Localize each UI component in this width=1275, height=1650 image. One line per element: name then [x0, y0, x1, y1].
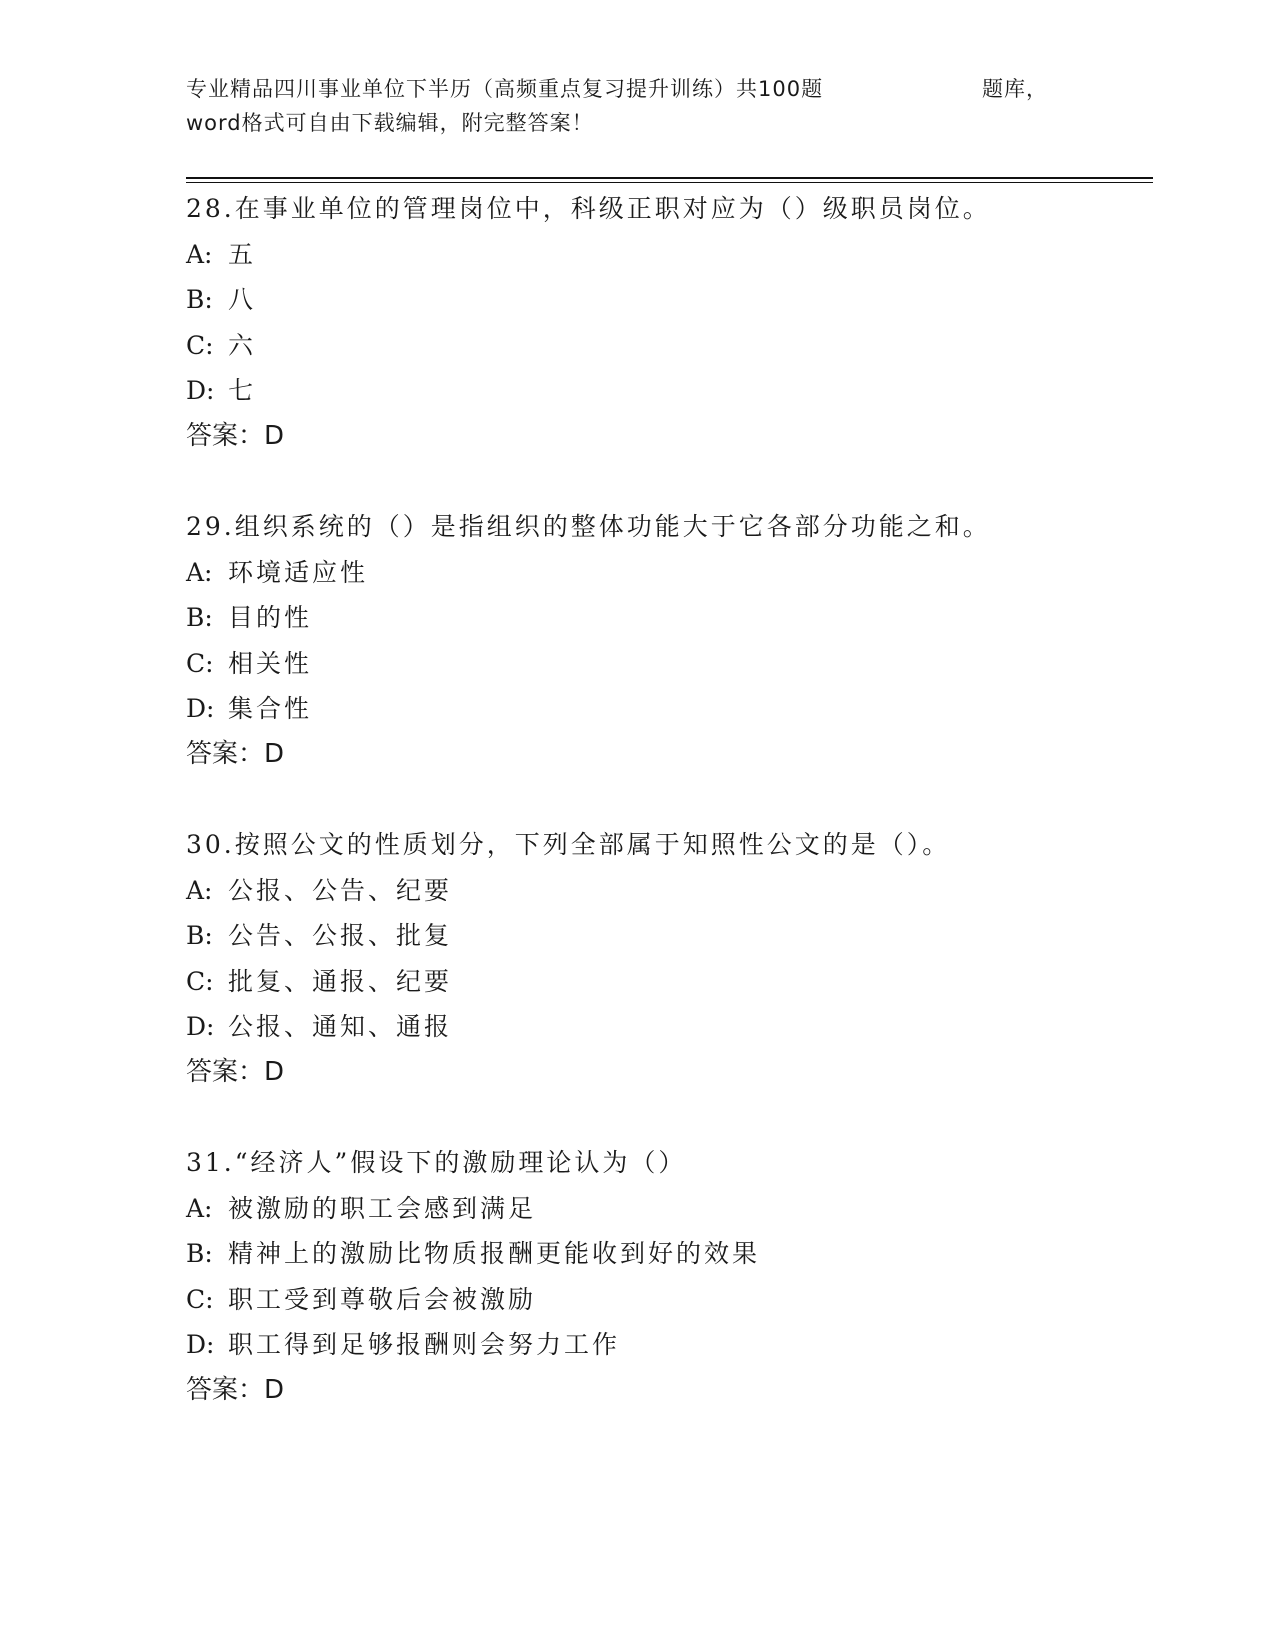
option-letter: A:: [186, 239, 213, 269]
option-text: 公报、通知、通报: [228, 1012, 453, 1041]
option-text: 被激励的职工会感到满足: [228, 1193, 537, 1223]
answer-line: 答案：D: [186, 1374, 285, 1405]
option-letter: D:: [186, 1330, 215, 1359]
option-b: [186, 595, 1146, 641]
option-letter: A:: [186, 1193, 213, 1223]
question-30: [186, 822, 1146, 1140]
header-title-tail: 题库，: [982, 77, 1048, 101]
option-text: 目的性: [228, 603, 313, 632]
option-text: 八: [228, 285, 257, 314]
header-line-1: [186, 72, 1116, 106]
option-letter: D:: [186, 1012, 215, 1041]
option-d: [186, 1322, 1146, 1368]
question-list: [186, 186, 1146, 1458]
option-letter: B:: [186, 1239, 213, 1268]
option-letter: A:: [186, 875, 213, 905]
header-divider-thin: [186, 182, 1153, 183]
option-text: 集合性: [228, 694, 313, 723]
option-letter: D:: [186, 376, 215, 405]
answer-line: 答案：D: [186, 738, 285, 769]
option-text: 相关性: [228, 648, 313, 678]
question-stem: 29.组织系统的（）是指组织的整体功能大于它各部分功能之和。: [186, 512, 991, 541]
answer-line: 答案：D: [186, 420, 285, 451]
option-text: 职工得到足够报酬则会努力工作: [228, 1330, 621, 1359]
header-divider-thick: [186, 177, 1153, 179]
option-c: [186, 959, 1146, 1005]
option-a: [186, 1186, 1146, 1232]
option-b: [186, 277, 1146, 323]
option-c: [186, 1277, 1146, 1323]
option-letter: B:: [186, 603, 213, 632]
option-text: 精神上的激励比物质报酬更能收到好的效果: [228, 1239, 761, 1268]
option-text: 七: [228, 376, 257, 405]
option-letter: C:: [186, 330, 214, 360]
option-d: [186, 1004, 1146, 1050]
option-a: [186, 868, 1146, 914]
option-b: [186, 1231, 1146, 1277]
option-text: 环境适应性: [228, 557, 369, 587]
option-text: 职工受到尊敬后会被激励: [228, 1284, 537, 1314]
option-d: [186, 368, 1146, 414]
question-stem: 30.按照公文的性质划分，下列全部属于知照性公文的是（）。: [186, 830, 951, 859]
header-title: 专业精品四川事业单位下半历（高频重点复习提升训练）共100题: [186, 77, 824, 101]
option-text: 批复、通报、纪要: [228, 966, 453, 996]
option-c: [186, 641, 1146, 687]
option-b: [186, 913, 1146, 959]
option-text: 公告、公报、批复: [228, 921, 453, 950]
question-stem: 31.“经济人”假设下的激励理论认为（）: [186, 1148, 687, 1177]
option-letter: A:: [186, 557, 213, 587]
question-29: [186, 504, 1146, 822]
option-d: [186, 686, 1146, 732]
option-text: 公报、公告、纪要: [228, 875, 453, 905]
option-c: [186, 323, 1146, 369]
header-subtitle: word格式可自由下载编辑，附完整答案！: [186, 111, 594, 135]
option-letter: C:: [186, 648, 214, 678]
question-31: [186, 1140, 1146, 1458]
option-a: [186, 232, 1146, 278]
option-text: 五: [228, 239, 257, 269]
option-letter: B:: [186, 921, 213, 950]
document-header: [186, 72, 1116, 140]
option-text: 六: [228, 330, 257, 360]
question-stem: 28.在事业单位的管理岗位中，科级正职对应为（）级职员岗位。: [186, 194, 991, 223]
answer-line: 答案：D: [186, 1056, 285, 1087]
option-letter: C:: [186, 966, 214, 996]
option-letter: B:: [186, 285, 213, 314]
option-a: [186, 550, 1146, 596]
option-letter: D:: [186, 694, 215, 723]
question-28: [186, 186, 1146, 504]
option-letter: C:: [186, 1284, 214, 1314]
